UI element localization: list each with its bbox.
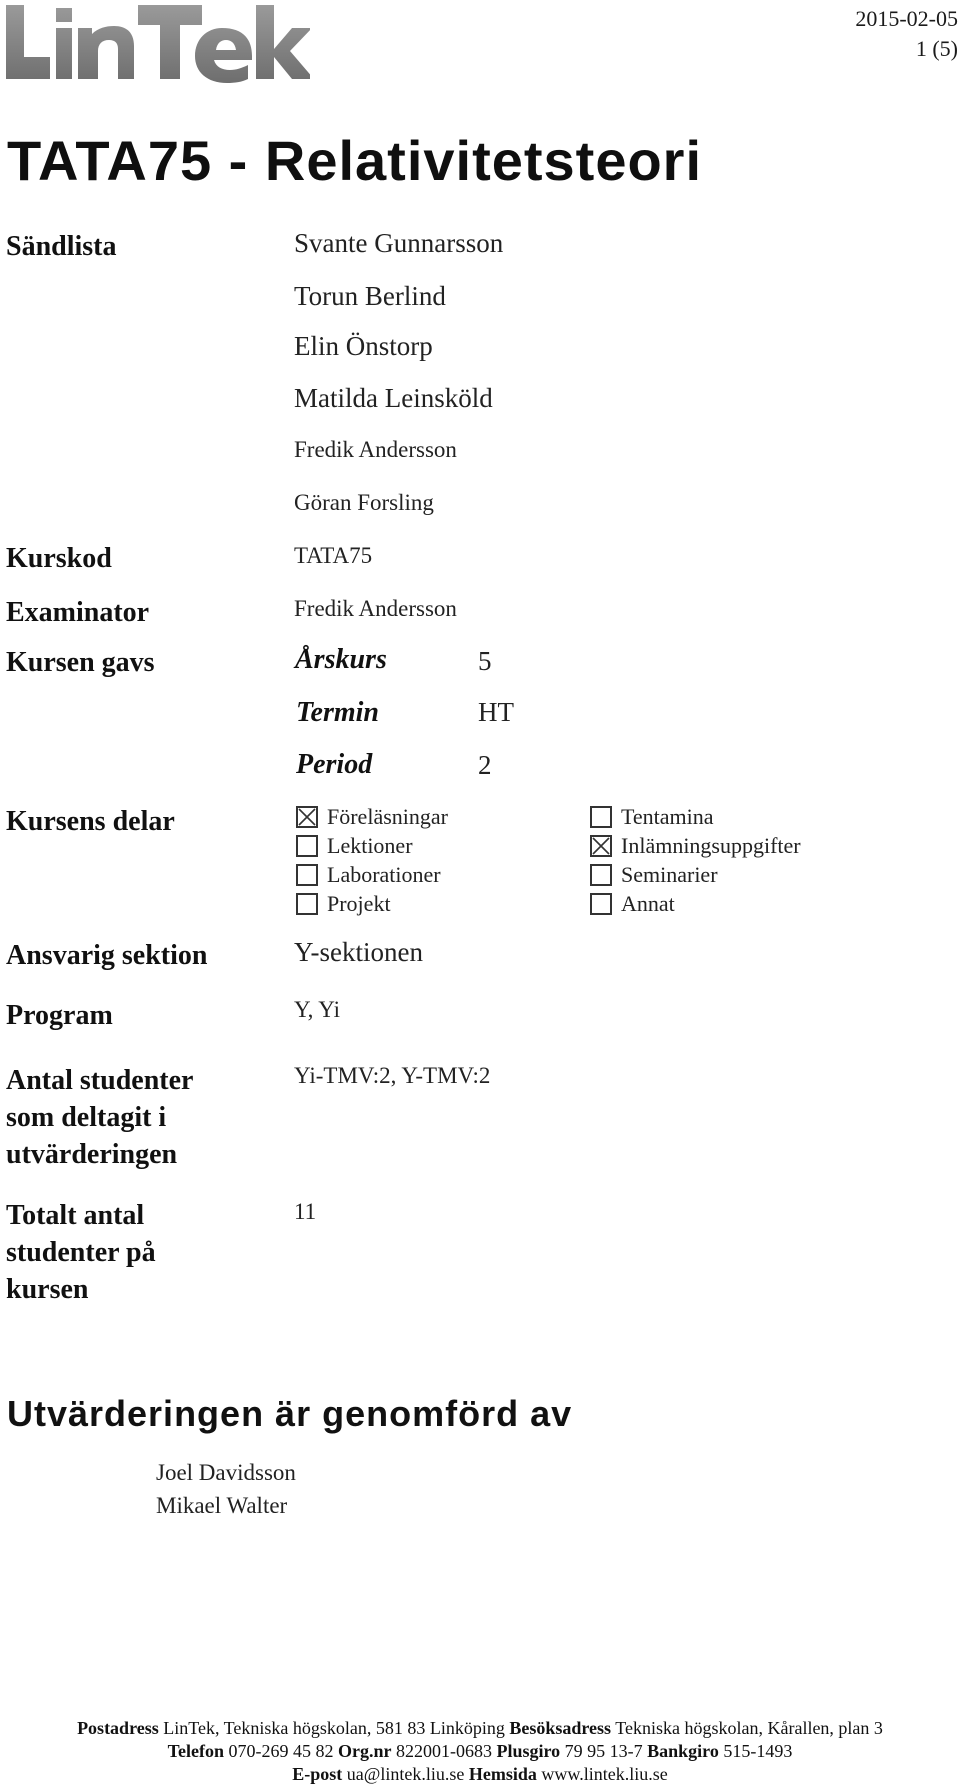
footer-line-1 xyxy=(0,1717,960,1740)
arskurs-label: Årskurs xyxy=(295,644,387,675)
delar-item-forelasningar xyxy=(296,802,448,831)
hemsida-label: Hemsida xyxy=(468,1764,537,1784)
postadress-label: Postadress xyxy=(77,1718,159,1738)
bankgiro-label: Bankgiro xyxy=(647,1741,719,1761)
orgnr-label: Org.nr xyxy=(337,1741,392,1761)
checkbox-empty-icon[interactable] xyxy=(590,806,612,828)
delar-item-label: Tentamina xyxy=(621,803,714,829)
antal-deltagit-label-line-2: som deltagit i xyxy=(6,1102,167,1133)
totalt-antal-label xyxy=(6,1197,156,1308)
checkbox-empty-icon[interactable] xyxy=(590,893,612,915)
kursen-gavs-label: Kursen gavs xyxy=(6,647,155,678)
checkbox-empty-icon[interactable] xyxy=(296,835,318,857)
genomford-names xyxy=(156,1456,296,1522)
sandlista-name-4: Matilda Leinsköld xyxy=(294,383,493,413)
footer-line-3 xyxy=(0,1763,960,1786)
antal-deltagit-label xyxy=(6,1062,193,1173)
kursens-delar-left-list xyxy=(296,802,448,918)
besoksadress-value: Tekniska högskolan, Kårallen, plan 3 xyxy=(615,1718,883,1738)
page-title: TATA75 - Relativitetsteori xyxy=(7,129,703,192)
hemsida-link[interactable]: www.lintek.liu.se xyxy=(541,1764,668,1784)
checkbox-empty-icon[interactable] xyxy=(296,864,318,886)
bankgiro-value: 515-1493 xyxy=(723,1741,793,1761)
delar-item-inlamningsuppgifter xyxy=(590,831,801,860)
sandlista-name-1: Svante Gunnarsson xyxy=(294,228,504,258)
kursens-delar-right-list xyxy=(590,802,801,918)
kursens-delar-label: Kursens delar xyxy=(6,806,175,837)
sandlista-name-6: Göran Forsling xyxy=(294,490,434,515)
lintek-logo xyxy=(4,0,310,86)
termin-label: Termin xyxy=(296,697,379,728)
delar-item-seminarier xyxy=(590,860,801,889)
footer xyxy=(0,1717,960,1786)
delar-item-lektioner xyxy=(296,831,448,860)
totalt-antal-label-line-1: Totalt antal xyxy=(6,1200,145,1231)
genomford-heading: Utvärderingen är genomförd av xyxy=(7,1393,573,1434)
sandlista-name-3: Elin Önstorp xyxy=(294,331,433,361)
examinator-value: Fredik Andersson xyxy=(294,596,457,621)
document-date: 2015-02-05 xyxy=(855,6,958,31)
examinator-label: Examinator xyxy=(6,597,150,628)
delar-item-label: Föreläsningar xyxy=(327,803,448,829)
program-value: Y, Yi xyxy=(294,997,341,1022)
antal-deltagit-label-line-1: Antal studenter xyxy=(6,1065,194,1096)
epost-link[interactable]: ua@lintek.liu.se xyxy=(346,1764,465,1784)
antal-deltagit-value: Yi-TMV:2, Y-TMV:2 xyxy=(294,1063,491,1088)
kurskod-value: TATA75 xyxy=(294,543,373,568)
page-number: 1 (5) xyxy=(915,36,958,61)
period-label: Period xyxy=(296,749,373,780)
sandlista-name-2: Torun Berlind xyxy=(294,281,446,311)
genomford-name-2: Mikael Walter xyxy=(156,1493,288,1518)
footer-line-2 xyxy=(0,1740,960,1763)
checkbox-checked-icon[interactable] xyxy=(296,806,318,828)
checkbox-checked-icon[interactable] xyxy=(590,835,612,857)
program-label: Program xyxy=(6,1000,113,1031)
totalt-antal-value: 11 xyxy=(294,1199,317,1224)
checkbox-empty-icon[interactable] xyxy=(590,864,612,886)
plusgiro-label: Plusgiro xyxy=(496,1741,561,1761)
telefon-value: 070-269 45 82 xyxy=(228,1741,334,1761)
besoksadress-label: Besöksadress xyxy=(509,1718,612,1738)
ansvarig-sektion-value: Y-sektionen xyxy=(294,937,423,967)
totalt-antal-label-line-3: kursen xyxy=(6,1274,89,1305)
epost-label: E-post xyxy=(292,1764,343,1784)
sandlista-label: Sändlista xyxy=(6,231,117,262)
orgnr-value: 822001-0683 xyxy=(395,1741,492,1761)
delar-item-label: Annat xyxy=(621,890,675,916)
delar-item-label: Lektioner xyxy=(327,832,413,858)
delar-item-laborationer xyxy=(296,860,448,889)
genomford-name-1: Joel Davidsson xyxy=(156,1460,296,1485)
checkbox-empty-icon[interactable] xyxy=(296,893,318,915)
document-date-block xyxy=(855,4,958,64)
totalt-antal-label-line-2: studenter på xyxy=(6,1237,156,1268)
ansvarig-sektion-label: Ansvarig sektion xyxy=(6,940,208,971)
telefon-label: Telefon xyxy=(167,1741,224,1761)
delar-item-label: Laborationer xyxy=(327,861,441,887)
sandlista-name-5: Fredik Andersson xyxy=(294,437,457,462)
delar-item-tentamina xyxy=(590,802,801,831)
delar-item-annat xyxy=(590,889,801,918)
delar-item-label: Projekt xyxy=(327,890,391,916)
delar-item-projekt xyxy=(296,889,448,918)
postadress-value: LinTek, Tekniska högskolan, 581 83 Linköping xyxy=(163,1718,505,1738)
delar-item-label: Inlämningsuppgifter xyxy=(621,832,801,858)
plusgiro-value: 79 95 13-7 xyxy=(564,1741,643,1761)
arskurs-value: 5 xyxy=(478,646,492,676)
kurskod-label: Kurskod xyxy=(6,543,112,574)
delar-item-label: Seminarier xyxy=(621,861,718,887)
period-value: 2 xyxy=(478,750,492,780)
antal-deltagit-label-line-3: utvärderingen xyxy=(6,1139,178,1170)
termin-value: HT xyxy=(478,697,514,727)
